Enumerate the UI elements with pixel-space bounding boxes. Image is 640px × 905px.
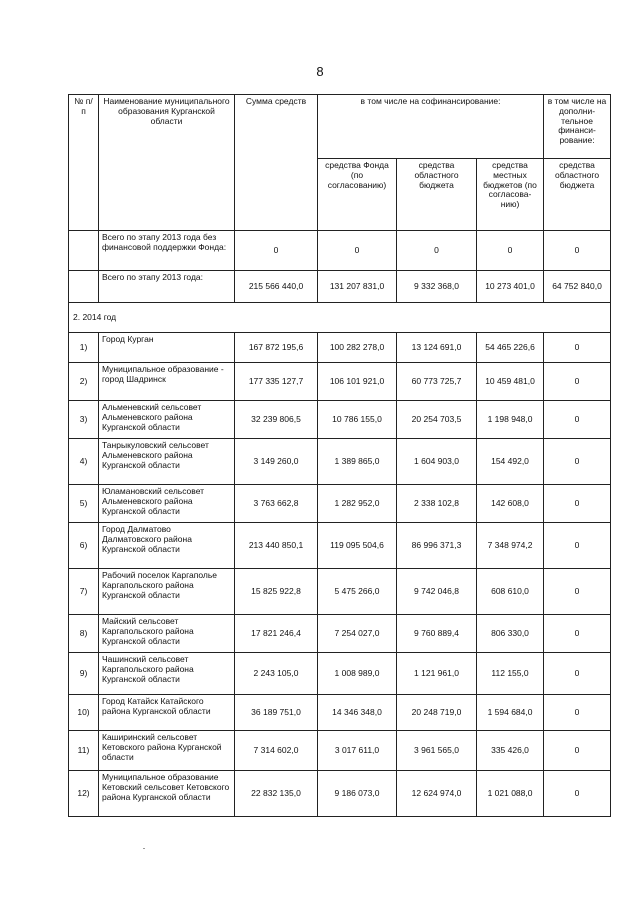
local-value: 142 608,0 xyxy=(477,485,544,523)
total-extra: 64 752 840,0 xyxy=(544,271,611,303)
total-local: 10 273 401,0 xyxy=(477,271,544,303)
sum-value: 17 821 246,4 xyxy=(235,615,318,653)
sum-value: 32 239 806,5 xyxy=(235,401,318,439)
local-value: 54 465 226,6 xyxy=(477,333,544,363)
row-number: 1) xyxy=(69,333,99,363)
page-number: 8 xyxy=(316,64,324,79)
total-regional: 0 xyxy=(397,231,477,271)
local-value: 10 459 481,0 xyxy=(477,363,544,401)
subheader-local: средства местных бюджетов (по согласова-нию) xyxy=(477,159,544,231)
empty-cell xyxy=(69,231,99,271)
fund-value: 10 786 155,0 xyxy=(318,401,397,439)
total-label: Всего по этапу 2013 года без финансовой поддержки Фонда: xyxy=(99,231,235,271)
municipality-name: Рабочий поселок Каргаполье Каргапольского района Курганской области xyxy=(99,569,235,615)
municipality-rows xyxy=(69,333,611,817)
total-label: Всего по этапу 2013 года: xyxy=(99,271,235,303)
section-title: 2. 2014 год xyxy=(69,303,611,333)
sum-value: 22 832 135,0 xyxy=(235,771,318,817)
total-fund: 0 xyxy=(318,231,397,271)
fund-value: 1 008 989,0 xyxy=(318,653,397,695)
regional-value: 3 961 565,0 xyxy=(397,731,477,771)
municipality-name: Альменевский сельсовет Альменевского района Курганской области xyxy=(99,401,235,439)
local-value: 335 426,0 xyxy=(477,731,544,771)
row-number: 2) xyxy=(69,363,99,401)
header-name: Наименование муниципального образования Курганской области xyxy=(99,95,235,231)
row-number: 7) xyxy=(69,569,99,615)
total-regional: 9 332 368,0 xyxy=(397,271,477,303)
extra-value: 0 xyxy=(544,401,611,439)
municipality-name: Чашинский сельсовет Каргапольского района Курганской области xyxy=(99,653,235,695)
row-number: 11) xyxy=(69,731,99,771)
sum-value: 167 872 195,6 xyxy=(235,333,318,363)
fund-value: 100 282 278,0 xyxy=(318,333,397,363)
extra-value: 0 xyxy=(544,485,611,523)
table-row xyxy=(69,363,611,401)
row-number: 12) xyxy=(69,771,99,817)
fund-value: 106 101 921,0 xyxy=(318,363,397,401)
table-row xyxy=(69,333,611,363)
fund-value: 9 186 073,0 xyxy=(318,771,397,817)
sum-value: 36 189 751,0 xyxy=(235,695,318,731)
header-cofinancing: в том числе на софинансирование: xyxy=(318,95,544,159)
local-value: 806 330,0 xyxy=(477,615,544,653)
sum-value: 213 440 850,1 xyxy=(235,523,318,569)
extra-value: 0 xyxy=(544,333,611,363)
local-value: 1 198 948,0 xyxy=(477,401,544,439)
regional-value: 20 248 719,0 xyxy=(397,695,477,731)
total-sum: 0 xyxy=(235,231,318,271)
section-heading xyxy=(69,303,611,333)
municipality-name: Танрыкуловский сельсовет Альменевского района Курганской области xyxy=(99,439,235,485)
regional-value: 12 624 974,0 xyxy=(397,771,477,817)
local-value: 112 155,0 xyxy=(477,653,544,695)
fund-value: 1 282 952,0 xyxy=(318,485,397,523)
regional-value: 13 124 691,0 xyxy=(397,333,477,363)
regional-value: 1 121 961,0 xyxy=(397,653,477,695)
table-row xyxy=(69,485,611,523)
regional-value: 1 604 903,0 xyxy=(397,439,477,485)
regional-value: 20 254 703,5 xyxy=(397,401,477,439)
total-local: 0 xyxy=(477,231,544,271)
row-number: 10) xyxy=(69,695,99,731)
row-number: 5) xyxy=(69,485,99,523)
table-row xyxy=(69,439,611,485)
sum-value: 7 314 602,0 xyxy=(235,731,318,771)
extra-value: 0 xyxy=(544,363,611,401)
regional-value: 2 338 102,8 xyxy=(397,485,477,523)
table-row xyxy=(69,731,611,771)
fund-value: 3 017 611,0 xyxy=(318,731,397,771)
local-value: 7 348 974,2 xyxy=(477,523,544,569)
table-row xyxy=(69,401,611,439)
extra-value: 0 xyxy=(544,615,611,653)
funding-table xyxy=(68,94,611,817)
table-row xyxy=(69,569,611,615)
extra-value: 0 xyxy=(544,731,611,771)
subheader-extra-regional: средства областного бюджета xyxy=(544,159,611,231)
local-value: 1 594 684,0 xyxy=(477,695,544,731)
municipality-name: Город Катайск Катайского района Курганской области xyxy=(99,695,235,731)
totals-row xyxy=(69,231,611,271)
extra-value: 0 xyxy=(544,771,611,817)
regional-value: 9 742 046,8 xyxy=(397,569,477,615)
fund-value: 14 346 348,0 xyxy=(318,695,397,731)
municipality-name: Майский сельсовет Каргапольского района Курганской области xyxy=(99,615,235,653)
totals-section xyxy=(69,231,611,303)
local-value: 1 021 088,0 xyxy=(477,771,544,817)
municipality-name: Муниципальное образование Кетовский сельсовет Кетовского района Курганской области xyxy=(99,771,235,817)
municipality-name: Каширинский сельсовет Кетовского района Курганской области xyxy=(99,731,235,771)
municipality-name: Муниципальное образование - город Шадринск xyxy=(99,363,235,401)
regional-value: 9 760 889,4 xyxy=(397,615,477,653)
total-extra: 0 xyxy=(544,231,611,271)
header-extra-financing: в том числе на дополни-тельное финанси-рование: xyxy=(544,95,611,159)
table-header xyxy=(69,95,611,231)
row-number: 3) xyxy=(69,401,99,439)
extra-value: 0 xyxy=(544,695,611,731)
table-row xyxy=(69,523,611,569)
regional-value: 86 996 371,3 xyxy=(397,523,477,569)
table-row xyxy=(69,615,611,653)
header-num: № п/п xyxy=(69,95,99,231)
subheader-fund: средства Фонда (по согласованию) xyxy=(318,159,397,231)
extra-value: 0 xyxy=(544,523,611,569)
total-sum: 215 566 440,0 xyxy=(235,271,318,303)
extra-value: 0 xyxy=(544,653,611,695)
table-row xyxy=(69,653,611,695)
municipality-name: Город Курган xyxy=(99,333,235,363)
municipality-name: Юламановский сельсовет Альменевского района Курганской области xyxy=(99,485,235,523)
fund-value: 5 475 266,0 xyxy=(318,569,397,615)
totals-row xyxy=(69,271,611,303)
subheader-regional: средства областного бюджета xyxy=(397,159,477,231)
total-fund: 131 207 831,0 xyxy=(318,271,397,303)
extra-value: 0 xyxy=(544,569,611,615)
extra-value: 0 xyxy=(544,439,611,485)
local-value: 608 610,0 xyxy=(477,569,544,615)
empty-cell xyxy=(69,271,99,303)
table-row xyxy=(69,695,611,731)
sum-value: 177 335 127,7 xyxy=(235,363,318,401)
header-sum: Сумма средств xyxy=(235,95,318,231)
sum-value: 3 149 260,0 xyxy=(235,439,318,485)
fund-value: 119 095 504,6 xyxy=(318,523,397,569)
sum-value: 2 243 105,0 xyxy=(235,653,318,695)
scan-mark xyxy=(143,848,145,849)
regional-value: 60 773 725,7 xyxy=(397,363,477,401)
row-number: 4) xyxy=(69,439,99,485)
row-number: 9) xyxy=(69,653,99,695)
local-value: 154 492,0 xyxy=(477,439,544,485)
fund-value: 1 389 865,0 xyxy=(318,439,397,485)
row-number: 6) xyxy=(69,523,99,569)
sum-value: 15 825 922,8 xyxy=(235,569,318,615)
row-number: 8) xyxy=(69,615,99,653)
fund-value: 7 254 027,0 xyxy=(318,615,397,653)
sum-value: 3 763 662,8 xyxy=(235,485,318,523)
table-row xyxy=(69,771,611,817)
municipality-name: Город Далматово Далматовского района Курганской области xyxy=(99,523,235,569)
